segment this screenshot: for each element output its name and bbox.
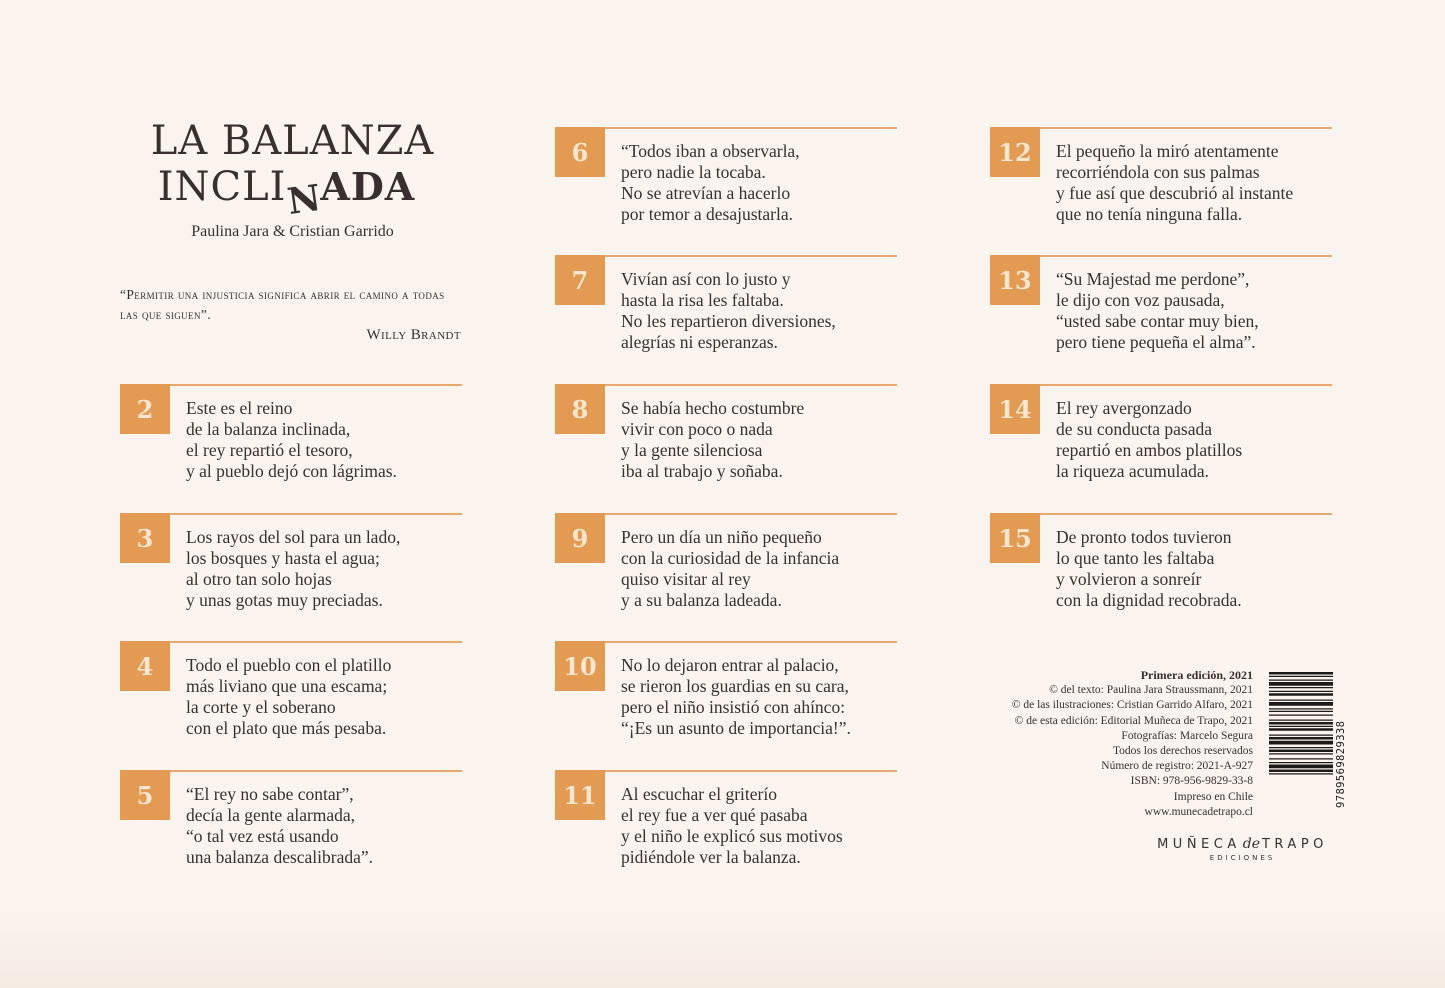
stanza-line: “El rey no sabe contar”, [186,784,354,804]
colophon-line: © del texto: Paulina Jara Straussmann, 2021 [1049,684,1253,697]
stanza-number-badge: 15 [990,513,1040,563]
stanza-line: la corte y el soberano [186,697,336,717]
colophon-line: © de las ilustraciones: Cristian Garrido Alfaro, 2021 [1011,699,1253,712]
barcode-bar [1269,765,1333,769]
colophon-heading: Primera edición, 2021 [1140,668,1253,682]
stanza-rule [605,641,897,643]
stanza-text [621,784,843,868]
stanza-text [186,784,373,868]
stanza-line: vivir con poco o nada [621,419,773,439]
barcode-bar [1269,702,1333,706]
barcode-bar [1269,700,1333,701]
stanza-number-badge: 9 [555,513,605,563]
stanza-line: la riqueza acumulada. [1056,461,1210,481]
stanza-number-badge: 5 [120,770,170,820]
stanza-line: “¡Es un asunto de importancia!”. [621,718,851,738]
stanza-line: y fue así que descubrió al instante [1056,183,1294,203]
barcode-bar [1269,773,1333,774]
authors: Paulina Jara & Cristian Garrido [191,223,394,240]
epigraph-author: Willy Brandt [366,327,461,343]
barcode-bar [1269,762,1333,763]
stanza-text [186,655,391,739]
title-line-2-regular: INCLI [157,164,287,210]
barcode-bar [1269,676,1333,677]
barcode-bar [1269,693,1333,696]
stanza-number-badge: 12 [990,127,1040,177]
stanza-number-badge: 2 [120,384,170,434]
barcode-bar [1269,737,1333,740]
stanza-line: Al escuchar el griterío [621,784,777,804]
stanza-15 [990,513,1332,623]
stanza-text [621,527,839,611]
stanza-line: recorriéndola con sus palmas [1056,162,1260,182]
barcode-bar [1269,722,1333,725]
barcode-bar [1269,753,1333,754]
stanza-text [186,527,400,611]
stanza-line: repartió en ambos platillos [1056,440,1243,460]
stanza-line: hasta la risa les faltaba. [621,290,784,310]
stanza-line: lo que tanto les faltaba [1056,548,1215,568]
stanza-7 [555,255,897,365]
stanza-text [621,269,836,353]
stanza-rule [605,255,897,257]
stanza-3 [120,513,462,623]
stanza-2 [120,384,462,494]
stanza-line: No lo dejaron entrar al palacio, [621,655,839,675]
stanza-line: decía la gente alarmada, [186,805,356,825]
barcode-bar [1269,708,1333,709]
stanza-9 [555,513,897,623]
stanza-text [621,141,800,225]
stanza-text [1056,398,1242,482]
stanza-line: más liviano que una escama; [186,676,388,696]
stanza-text [621,655,851,739]
colophon-line: Todos los derechos reservados [1112,745,1253,758]
stanza-line: una balanza descalibrada”. [186,847,374,867]
stanza-text [186,398,397,482]
stanza-line: con la dignidad recobrada. [1056,590,1242,610]
barcode-bar [1269,680,1333,681]
stanza-line: al otro tan solo hojas [186,569,332,589]
title-line-2-bold: ADA [320,164,416,209]
stanza-line: quiso visitar al rey [621,569,751,589]
stanza-8 [555,384,897,494]
stanza-rule [605,384,897,386]
stanza-line: por temor a desajustarla. [621,204,794,224]
stanza-6 [555,127,897,237]
epigraph [120,285,465,345]
stanza-line: el rey fue a ver qué pasaba [621,805,808,825]
barcode-bar [1269,726,1333,727]
stanza-line: pero nadie la tocaba. [621,162,766,182]
logo-word-1: MUÑECA [1157,837,1241,852]
barcode-bar [1269,711,1333,712]
stanza-line: “o tal vez está usando [186,826,339,846]
stanza-11 [555,770,897,880]
stanza-rule [1040,384,1332,386]
stanza-line: iba al trabajo y soñaba. [621,461,783,481]
stanza-line: de su conducta pasada [1056,419,1212,439]
title-line-2-tilted-letter: N [285,176,325,224]
stanza-line: Todo el pueblo con el platillo [186,655,392,675]
publisher-logo-subtitle: EDICIONES [1209,854,1276,862]
stanza-rule [170,384,462,386]
stanza-line: No les repartieron diversiones, [621,311,836,331]
colophon-line: Impreso en Chile [1173,790,1253,803]
stanza-line: y volvieron a sonreír [1056,569,1202,589]
stanza-line: Los rayos del sol para un lado, [186,527,401,547]
stanza-line: Vivían así con lo justo y [621,269,791,289]
stanza-text [1056,527,1242,611]
title-line-2 [108,164,465,224]
logo-word-2: TRAPO [1261,837,1328,852]
stanza-number-badge: 13 [990,255,1040,305]
stanza-line: y al pueblo dejó con lágrimas. [186,461,397,481]
stanza-text [1056,141,1293,225]
stanza-rule [170,770,462,772]
stanza-14 [990,384,1332,494]
stanza-rule [605,770,897,772]
colophon-line: ISBN: 978-956-9829-33-8 [1130,775,1253,788]
stanza-line: pidiéndole ver la balanza. [621,847,801,867]
stanza-number-badge: 10 [555,641,605,691]
stanza-10 [555,641,897,751]
stanza-4 [120,641,462,751]
stanza-line: De pronto todos tuvieron [1056,527,1232,547]
stanza-line: y a su balanza ladeada. [621,590,782,610]
barcode-digits: 9789569829338 [1335,720,1347,808]
stanza-line: Pero un día un niño pequeño [621,527,822,547]
stanza-line: de la balanza inclinada, [186,419,351,439]
stanza-number-badge: 14 [990,384,1040,434]
barcode-bar [1269,682,1333,686]
book-title-block [120,118,465,241]
barcode-bar [1269,770,1333,773]
stanza-line: “Su Majestad me perdone”, [1056,269,1250,289]
stanza-text [621,398,804,482]
stanza-line: Este es el reino [186,398,293,418]
stanza-rule [170,641,462,643]
stanza-12 [990,127,1332,237]
colophon-line: © de esta edición: Editorial Muñeca de Trapo, 2021 [1014,714,1253,727]
colophon [940,668,1253,820]
stanza-line: con la curiosidad de la infancia [621,548,840,568]
stanza-number-badge: 7 [555,255,605,305]
barcode-bar [1269,728,1333,731]
stanza-number-badge: 6 [555,127,605,177]
stanza-line: que no tenía ninguna falla. [1056,204,1243,224]
barcode-bar [1269,750,1333,753]
stanza-rule [1040,255,1332,257]
stanza-13 [990,255,1332,365]
stanza-rule [1040,513,1332,515]
stanza-text [1056,269,1259,353]
stanza-rule [605,127,897,129]
colophon-lines [940,683,1253,820]
stanza-line: y la gente silenciosa [621,440,763,460]
isbn-barcode [1269,670,1345,808]
stanza-line: con el plato que más pesaba. [186,718,387,738]
stanza-line: No se atrevían a hacerlo [621,183,791,203]
stanza-number-badge: 3 [120,513,170,563]
colophon-line: www.munecadetrapo.cl [1144,805,1253,818]
stanza-rule [170,513,462,515]
stanza-number-badge: 11 [555,770,605,820]
stanza-line: se rieron los guardias en su cara, [621,676,849,696]
barcode-bar [1269,735,1333,736]
stanza-5 [120,770,462,880]
publisher-logo-wordmark [1150,836,1335,852]
epigraph-text: “Permitir una injusticia significa abrir el camino a todas las que siguen”. [120,287,445,322]
barcode-bar [1269,758,1333,759]
stanza-line: el rey repartió el tesoro, [186,440,353,460]
stanza-line: pero el niño insistió con ahínco: [621,697,846,717]
barcode-bar [1269,691,1333,692]
colophon-line: Fotografías: Marcelo Segura [1121,729,1253,742]
stanza-rule [1040,127,1332,129]
stanza-line: alegrías ni esperanzas. [621,332,778,352]
barcode-bar [1269,687,1333,688]
stanza-line: El rey avergonzado [1056,398,1192,418]
stanza-line: El pequeño la miró atentamente [1056,141,1279,161]
logo-word-de: de [1242,836,1260,852]
stanza-line: Se había hecho costumbre [621,398,805,418]
barcode-bar [1269,741,1333,745]
stanza-line: y el niño le explicó sus motivos [621,826,843,846]
stanza-number-badge: 4 [120,641,170,691]
barcode-bar [1269,715,1333,716]
stanza-line: los bosques y hasta el agua; [186,548,380,568]
barcode-bar [1269,720,1333,721]
stanza-line: “usted sabe contar muy bien, [1056,311,1259,331]
stanza-line: pero tiene pequeña el alma”. [1056,332,1256,352]
stanza-line: le dijo con voz pausada, [1056,290,1225,310]
colophon-line: Número de registro: 2021-A-927 [1101,760,1253,773]
stanza-rule [605,513,897,515]
barcode-bar [1269,747,1333,748]
stanza-number-badge: 8 [555,384,605,434]
title-line-1: LA BALANZA [150,118,435,164]
publisher-logo [1150,836,1335,862]
stanza-line: y unas gotas muy preciadas. [186,590,383,610]
stanza-line: “Todos iban a observarla, [621,141,800,161]
barcode-bar [1269,672,1333,675]
